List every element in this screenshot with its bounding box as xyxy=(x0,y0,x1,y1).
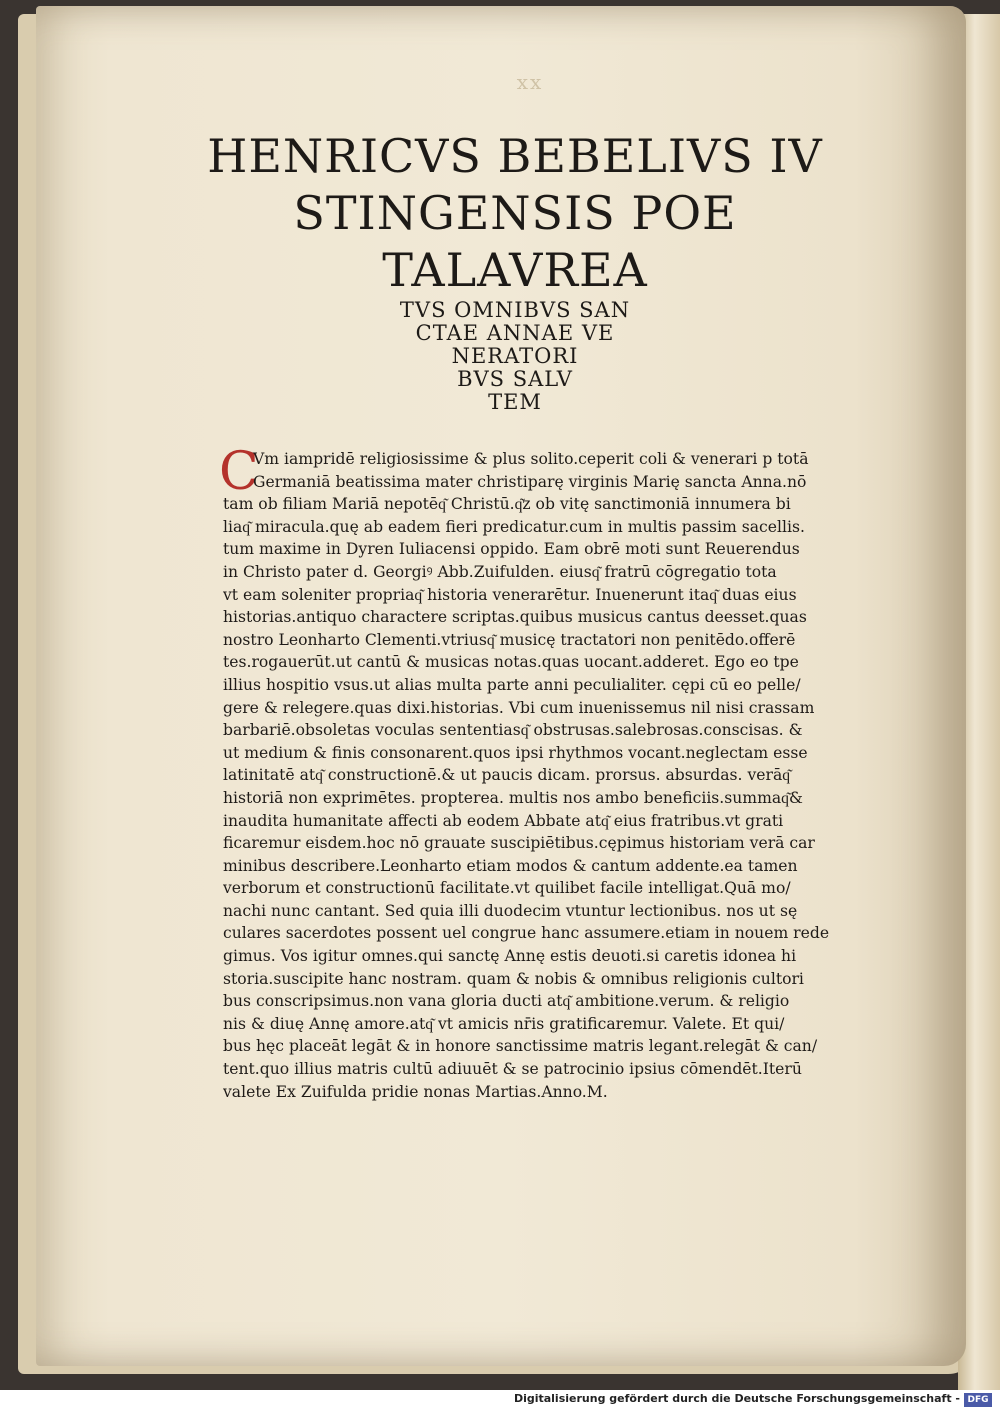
text-line: latinitatē atq͂ constructionē.& ut paucis dicam. prorsus. absurdas. verāq͂ xyxy=(223,766,791,785)
text-line: culares sacerdotes possent uel congrue hanc assumere.etiam in nouem rede xyxy=(223,924,830,943)
text-line: historias.antiquo charactere scriptas.quibus musicus cantus deesset.quas xyxy=(223,608,807,627)
subheading-line: BVS SALV xyxy=(457,367,573,391)
drop-cap-initial: C xyxy=(219,442,259,502)
text-line: in Christo pater d. Georgiꝰ Abb.Zuifulden. eiusq͂ fratrū cōgregatio tota xyxy=(223,562,777,581)
text-line: storia.suscipite hanc nostram. quam & nobis & omnibus religionis cultori xyxy=(223,969,804,988)
text-line: ut medium & finis consonarent.quos ipsi rhythmos vocant.neglectam esse xyxy=(223,743,808,762)
heading-line: TALAVREA xyxy=(382,243,648,297)
text-line: liaq͂ miracula.quę ab eadem fieri predicatur.cum in multis passim sacellis. xyxy=(223,517,805,536)
text-line: inaudita humanitate affecti ab eodem Abbate atq͂ eius fratribus.vt grati xyxy=(223,811,784,830)
subheading-line: NERATORI xyxy=(451,344,579,368)
subheading-line: TEM xyxy=(488,390,542,414)
text-line: tes.rogauerūt.ut cantū & musicas notas.quas uocant.adderet. Ego eo tpe xyxy=(223,653,799,672)
text-line: bus hęc placeāt legāt & in honore sanctissime matris legant.relegāt & can/ xyxy=(223,1037,818,1056)
text-line: bus conscripsimus.non vana gloria ducti atq͂ ambitione.verum. & religio xyxy=(223,992,790,1011)
body-text xyxy=(223,448,853,1103)
text-line: vt eam soleniter propriaq͂ historia venerarētur. Inuenerunt itaq͂ duas eius xyxy=(223,585,797,604)
text-line: historiā non exprimētes. propterea. multis nos ambo beneficiis.summaq͂& xyxy=(223,788,803,807)
dfg-logo: DFG xyxy=(964,1393,992,1407)
text-line: tam ob filiam Mariā nepotēq͂ Christū.q͂z ob vitę sanctimoniā innumera bi xyxy=(223,495,791,514)
subheading-line: CTAE ANNAE VE xyxy=(415,321,615,345)
funding-credit: Digitalisierung gefördert durch die Deutsche Forschungsgemeinschaft - xyxy=(513,1392,960,1405)
heading-line: HENRICVS BEBELIVS IV xyxy=(207,129,823,183)
text-line: gere & relegere.quas dixi.historias. Vbi cum inuenissemus nil nisi crassam xyxy=(223,698,815,717)
heading xyxy=(200,128,830,414)
text-line: ficaremur eisdem.hoc nō grauate suscipiētibus.cępimus historiam verā car xyxy=(223,834,815,853)
text-line: barbariē.obsoletas voculas sententiasq͂ obstrusas.salebrosas.conscisas. & xyxy=(223,721,803,740)
text-line: nis & diuę Annę amore.atq͂ vt amicis nr̄is gratificaremur. Valete. Et qui/ xyxy=(223,1014,785,1033)
footer-bar xyxy=(0,1390,1000,1410)
folio-number: xx xyxy=(516,70,544,94)
subheading-line: TVS OMNIBVS SAN xyxy=(399,298,631,322)
text-line: illius hospitio vsus.ut alias multa parte anni peculialiter. cępi cū eo pelle/ xyxy=(223,675,801,694)
text-line: Germaniā beatissima mater christiparę virginis Marię sancta Anna.nō xyxy=(253,472,807,491)
heading-line: STINGENSIS POE xyxy=(293,186,737,240)
text-line: tum maxime in Dyren Iuliacensi oppido. Eam obrē moti sunt Reuerendus xyxy=(223,540,800,559)
text-line: gimus. Vos igitur omnes.qui sanctę Annę estis deuoti.si caretis idonea hi xyxy=(223,947,797,966)
text-line: Vm iampridē religiosissime & plus solito.ceperit coli & venerari p totā xyxy=(253,450,809,468)
text-line: verborum et constructionū facilitate.vt quilibet facile intelligat.Quā mo/ xyxy=(223,879,791,898)
text-line: nostro Leonharto Clementi.vtriusq͂ musicę tractatori non penitēdo.offerē xyxy=(223,630,796,649)
text-line: nachi nunc cantant. Sed quia illi duodecim vtuntur lectionibus. nos ut sę xyxy=(223,901,798,920)
text-line: valete Ex Zuifulda pridie nonas Martias.Anno.M. xyxy=(223,1082,608,1101)
text-line: minibus describere.Leonharto etiam modos & cantum addente.ea tamen xyxy=(223,856,798,875)
text-line: tent.quo illius matris cultū adiuuēt & se patrocinio ipsius cōmendēt.Iterū xyxy=(223,1060,802,1079)
